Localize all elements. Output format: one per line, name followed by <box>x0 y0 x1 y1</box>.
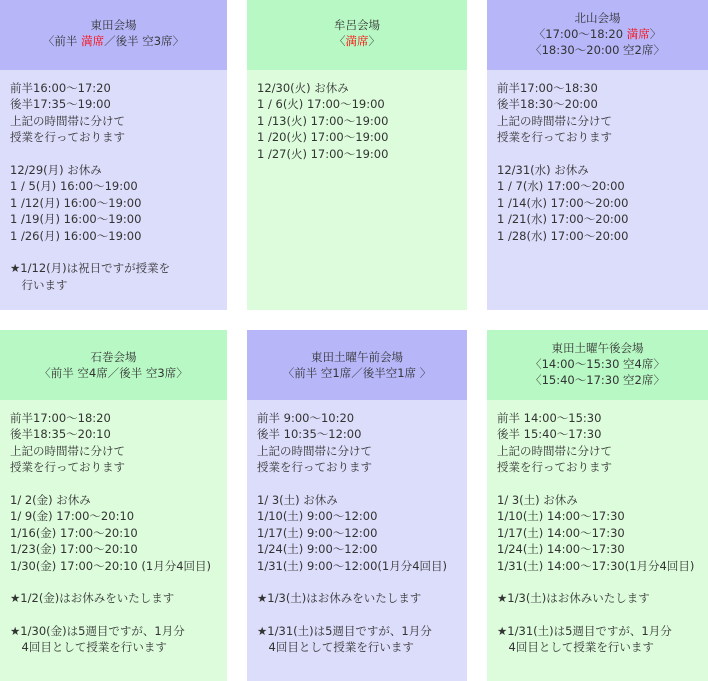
full-badge: 満席 <box>81 34 105 48</box>
venue-name: 石巻会場 <box>90 350 137 364</box>
venue-card-higashida <box>0 0 227 310</box>
venue-name: 東田会場 <box>90 18 137 32</box>
spacer <box>10 244 219 260</box>
date-line: 1/17(土) 14:00～17:30 <box>497 525 625 540</box>
hours-line: 授業を行っております <box>497 130 612 145</box>
venue-seat-status: 〈満席〉 <box>334 34 380 48</box>
spacer <box>10 476 219 492</box>
hours-line: 後半 10:35～12:00 <box>257 427 362 442</box>
venue-seat-status: 〈前半 空1席／後半空1席 〉 <box>282 366 432 380</box>
date-line: 1/16(金) 17:00～20:10 <box>10 525 138 540</box>
venue-name: 北山会場 <box>574 11 621 25</box>
date-line: 1/10(土) 14:00～17:30 <box>497 509 625 524</box>
date-line: 1 /19(月) 16:00～19:00 <box>10 212 142 227</box>
note-line: ★1/3(土)はお休みをいたします <box>257 591 422 606</box>
date-line: 1/ 2(金) お休み <box>10 492 91 507</box>
date-line: 1 /27(火) 17:00～19:00 <box>257 146 389 161</box>
date-line: 1/30(金) 17:00～20:10 (1月分4回目) <box>10 558 211 573</box>
venue-header <box>487 330 708 400</box>
venue-schedule <box>0 400 227 656</box>
venue-header <box>247 0 467 70</box>
date-line: 1/ 9(金) 17:00～20:10 <box>10 509 135 524</box>
note-line: ★1/31(土)は5週目ですが、1月分 <box>497 624 672 639</box>
date-line: 1/31(土) 14:00～17:30(1月分4回目) <box>497 558 695 573</box>
venue-header <box>0 330 227 400</box>
venue-card-kitayama <box>487 0 708 310</box>
date-line: 12/30(火) お休み <box>257 81 349 95</box>
date-line: 1 /14(水) 17:00～20:00 <box>497 195 629 210</box>
date-line: 1/ 3(土) お休み <box>257 492 338 507</box>
note-line: 4回目として授業を行います <box>10 640 167 655</box>
date-line: 1 /28(水) 17:00～20:00 <box>497 228 629 243</box>
date-line: 12/29(月) お休み <box>10 162 102 177</box>
spacer <box>497 476 700 492</box>
spacer <box>10 574 219 590</box>
hours-line: 授業を行っております <box>497 460 612 475</box>
date-line: 1/10(土) 9:00～12:00 <box>257 509 378 524</box>
venue-schedule <box>0 70 227 293</box>
venue-seat-status-2: 〈18:30～20:00 空2席〉 <box>530 43 665 57</box>
spacer <box>257 476 459 492</box>
hours-line: 上記の時間帯に分けて <box>10 443 125 458</box>
note-line: ★1/30(金)は5週目ですが、1月分 <box>10 624 185 639</box>
note-line <box>497 607 700 623</box>
hours-line: 上記の時間帯に分けて <box>497 443 612 458</box>
date-line: 1 /26(月) 16:00～19:00 <box>10 228 142 243</box>
hours-line: 前半17:00～18:20 <box>10 411 111 425</box>
hours-line: 授業を行っております <box>10 130 125 145</box>
date-line: 1/23(金) 17:00～20:10 <box>10 542 138 557</box>
venue-header <box>487 0 708 70</box>
date-line: 12/31(水) お休み <box>497 162 589 177</box>
hours-line: 授業を行っております <box>10 460 125 475</box>
date-line: 1/31(土) 9:00～12:00(1月分4回目) <box>257 558 448 573</box>
venue-name: 東田土曜午後会場 <box>551 341 644 355</box>
date-line: 1/24(土) 9:00～12:00 <box>257 542 378 557</box>
hours-line: 前半17:00～18:30 <box>497 81 598 95</box>
spacer <box>497 574 700 590</box>
venue-card-higashida-sat-pm <box>487 330 708 681</box>
venue-seat-status: 〈14:00～15:30 空4席〉 <box>530 357 665 371</box>
date-line: 1 / 7(水) 17:00～20:00 <box>497 179 625 194</box>
note-line <box>257 607 459 623</box>
note-line: ★1/3(土)はお休みいたします <box>497 591 650 606</box>
venue-header <box>0 0 227 70</box>
venue-seat-status: 〈前半 空4席／後半 空3席〉 <box>39 366 188 380</box>
note-line: ★1/31(土)は5週目ですが、1月分 <box>257 624 432 639</box>
hours-line: 前半 14:00～15:30 <box>497 411 602 425</box>
venue-seat-status: 〈前半 満席／後半 空3席〉 <box>42 34 185 48</box>
hours-line: 上記の時間帯に分けて <box>257 443 372 458</box>
venue-name: 牟呂会場 <box>334 18 380 32</box>
venue-card-muro <box>247 0 467 310</box>
spacer <box>497 146 700 162</box>
venue-schedule <box>247 70 467 162</box>
hours-line: 前半 9:00～10:20 <box>257 411 355 425</box>
date-line: 1/ 3(土) お休み <box>497 492 578 507</box>
venue-header <box>247 330 467 400</box>
date-line: 1 /20(火) 17:00～19:00 <box>257 130 389 145</box>
venue-card-ishimaki <box>0 330 227 681</box>
venue-card-higashida-sat-am <box>247 330 467 681</box>
note-line: 行います <box>10 277 68 292</box>
date-line: 1/24(土) 14:00～17:30 <box>497 542 625 557</box>
hours-line: 後半17:35～19:00 <box>10 97 111 112</box>
hours-line: 後半18:35～20:10 <box>10 427 111 442</box>
spacer <box>257 574 459 590</box>
venue-schedule <box>487 70 708 244</box>
date-line: 1 / 6(火) 17:00～19:00 <box>257 97 385 112</box>
venue-name: 東田土曜午前会場 <box>311 350 403 364</box>
hours-line: 上記の時間帯に分けて <box>10 113 125 128</box>
date-line: 1/17(土) 9:00～12:00 <box>257 525 378 540</box>
hours-line: 上記の時間帯に分けて <box>497 113 612 128</box>
note-line: 4回目として授業を行います <box>497 640 654 655</box>
date-line: 1 /12(月) 16:00～19:00 <box>10 195 142 210</box>
date-line: 1 / 5(月) 16:00～19:00 <box>10 179 138 194</box>
venue-seat-status: 〈17:00～18:20 満席〉 <box>533 27 662 41</box>
hours-line: 前半16:00～17:20 <box>10 81 111 95</box>
date-line: 1 /21(水) 17:00～20:00 <box>497 212 629 227</box>
venue-schedule <box>487 400 708 656</box>
hours-line: 授業を行っております <box>257 460 372 475</box>
hours-line: 後半 15:40～17:30 <box>497 427 602 442</box>
spacer <box>10 146 219 162</box>
full-badge: 満席 <box>626 27 650 41</box>
note-line <box>10 607 219 623</box>
note-line: 4回目として授業を行います <box>257 640 414 655</box>
note-line: ★1/2(金)はお休みをいたします <box>10 591 175 606</box>
date-line: 1 /13(火) 17:00～19:00 <box>257 113 389 128</box>
full-badge: 満席 <box>345 34 369 48</box>
venue-schedule <box>247 400 467 656</box>
venue-seat-status-2: 〈15:40～17:30 空2席〉 <box>530 373 665 387</box>
note-line: ★1/12(月)は祝日ですが授業を <box>10 261 171 276</box>
hours-line: 後半18:30～20:00 <box>497 97 598 112</box>
